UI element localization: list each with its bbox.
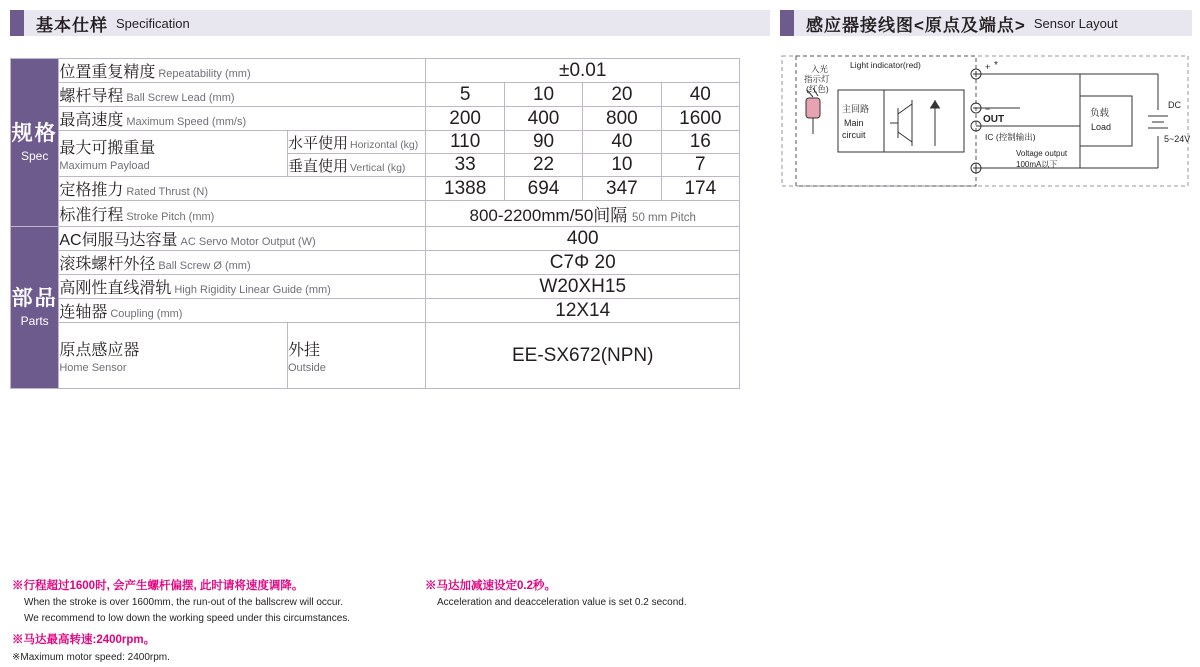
table-row — [11, 275, 740, 299]
label-en: High Rigidity Linear Guide (mm) — [174, 284, 331, 296]
table-row — [11, 131, 740, 154]
wiring-lines — [976, 74, 1168, 168]
value-lead-3: 20 — [583, 83, 661, 107]
label-cn: 高刚性直线滑轨 — [59, 280, 172, 297]
accent-bar — [10, 10, 24, 36]
value-payload-h-2: 90 — [504, 131, 582, 154]
main-circuit-en-1: Main — [844, 118, 864, 128]
table-row — [11, 323, 740, 389]
transistor-symbol-icon — [890, 100, 940, 146]
sensor-header-en: Sensor Layout — [1033, 15, 1118, 31]
value-lead-2: 10 — [504, 83, 582, 107]
footnote-text-1: When the stroke is over 1600mm, the run-out of the ballscrew will occur. — [24, 597, 344, 609]
label-en: AC Servo Motor Output (W) — [180, 236, 316, 248]
row-label-payload-vertical — [287, 154, 425, 177]
value-speed-1: 200 — [426, 107, 504, 131]
specification-header — [10, 10, 770, 36]
row-label-stroke — [59, 201, 426, 227]
footnote-red-2: ※马达最高转速:2400rpm。 — [12, 634, 156, 647]
spec-header-en: Specification — [116, 15, 190, 31]
main-circuit-cn: 主回路 — [842, 104, 870, 114]
label-cn: 定格推力 — [59, 182, 124, 199]
main-circuit-en-2: circuit — [842, 130, 866, 140]
value-stroke — [426, 201, 740, 227]
table-row — [11, 83, 740, 107]
label-cn: 连轴器 — [59, 304, 108, 321]
label-en: Repeatability (mm) — [158, 68, 251, 80]
light-indicator-cn-3: (红色) — [806, 84, 829, 94]
sublabel-en: Vertical (kg) — [350, 161, 406, 174]
row-label-speed — [59, 107, 426, 131]
row-label-home-sensor — [59, 323, 288, 389]
table-row — [11, 107, 740, 131]
table-row — [11, 177, 740, 201]
label-en: Home Sensor — [59, 362, 127, 374]
star-label: * — [994, 60, 998, 71]
row-label-repeatability — [59, 59, 426, 83]
row-label-lead — [59, 83, 426, 107]
value-stroke-main: 800-2200mm/50间隔 — [469, 206, 628, 225]
sublabel-en: Outside — [287, 362, 326, 374]
label-en: Stroke Pitch (mm) — [126, 211, 215, 223]
row-label-home-sensor-mount — [287, 323, 425, 389]
label-cn: 最高速度 — [59, 112, 124, 129]
sensor-header-cn: 感应器接线图<原点及端点> — [806, 15, 1026, 35]
label-en: Ball Screw Ø (mm) — [158, 260, 251, 272]
table-row — [11, 201, 740, 227]
sublabel-cn: 垂直使用 — [287, 157, 348, 175]
dc-range-label: 5~24V — [1164, 134, 1190, 144]
value-payload-h-4: 16 — [661, 131, 739, 154]
spec-header-cn: 基本仕样 — [36, 15, 108, 35]
table-row — [11, 59, 740, 83]
label-cn: 最大可搬重量 — [59, 140, 156, 157]
specification-table — [10, 58, 740, 389]
load-label-en: Load — [1091, 122, 1112, 132]
sensor-wiring-diagram — [780, 50, 1190, 210]
row-label-screw — [59, 251, 426, 275]
dc-label: DC — [1168, 100, 1181, 110]
row-label-thrust — [59, 177, 426, 201]
value-thrust-1: 1388 — [426, 177, 504, 201]
table-row — [11, 251, 740, 275]
row-label-motor — [59, 227, 426, 251]
row-label-payload-horizontal — [287, 131, 425, 154]
value-screw: C7Φ 20 — [426, 251, 740, 275]
side-group-spec-en: Spec — [20, 149, 49, 164]
value-payload-h-3: 40 — [583, 131, 661, 154]
footnote-text-3: ※Maximum motor speed: 2400rpm. — [12, 651, 170, 663]
accent-bar — [780, 10, 794, 36]
label-en: Maximum Payload — [59, 160, 150, 172]
sublabel-cn: 水平使用 — [287, 134, 348, 152]
side-group-spec — [11, 59, 59, 227]
light-indicator-en: Light indicator(red) — [850, 60, 921, 70]
value-home-sensor: EE-SX672(NPN) — [426, 323, 740, 389]
value-guide: W20XH15 — [426, 275, 740, 299]
sublabel-cn: 外挂 — [287, 342, 320, 359]
light-indicator-cn-2: 指示灯 — [804, 74, 830, 84]
value-stroke-note: 50 mm Pitch — [632, 212, 696, 224]
footnote-red-1: ※行程超过1600时, 会产生螺杆偏摆, 此时请将速度调降。 — [12, 580, 304, 592]
output-stage-box — [884, 90, 964, 152]
voltage-output-label-1: Voltage output — [1016, 149, 1068, 158]
footnote-text-4: Acceleration and deacceleration value is set 0.2 second. — [437, 597, 687, 609]
value-payload-v-2: 22 — [504, 154, 582, 177]
label-en: Coupling (mm) — [110, 308, 183, 320]
value-thrust-3: 347 — [583, 177, 661, 201]
label-cn: 滚珠螺杆外径 — [59, 256, 156, 273]
value-speed-4: 1600 — [661, 107, 739, 131]
value-thrust-2: 694 — [504, 177, 582, 201]
table-row — [11, 299, 740, 323]
header-strip — [24, 10, 770, 36]
row-label-payload — [59, 131, 288, 177]
load-label-cn: 负载 — [1090, 108, 1110, 119]
side-group-parts-en: Parts — [20, 314, 49, 329]
side-group-parts — [11, 227, 59, 389]
footnote-red-3: ※马达加减速设定0.2秒。 — [425, 580, 556, 592]
led-indicator-icon — [806, 88, 820, 134]
load-box — [1080, 96, 1132, 146]
value-speed-3: 800 — [583, 107, 661, 131]
value-speed-2: 400 — [504, 107, 582, 131]
label-cn: 标准行程 — [59, 207, 124, 224]
label-en: Maximum Speed (mm/s) — [126, 116, 247, 128]
value-motor: 400 — [426, 227, 740, 251]
side-group-spec-cn: 规格 — [11, 121, 58, 145]
footnotes-column-2 — [425, 578, 775, 611]
value-lead-4: 40 — [661, 83, 739, 107]
plus-terminal-label: + — [985, 62, 991, 72]
out-terminal-label: OUT — [983, 114, 1005, 125]
label-cn: 位置重复精度 — [59, 64, 156, 81]
value-repeatability: ±0.01 — [426, 59, 740, 83]
value-thrust-4: 174 — [661, 177, 739, 201]
label-cn: AC伺服马达容量 — [59, 232, 178, 249]
label-cn: 螺杆导程 — [59, 88, 124, 105]
value-payload-v-1: 33 — [426, 154, 504, 177]
table-row — [11, 227, 740, 251]
sublabel-en: Horizontal (kg) — [350, 138, 419, 151]
value-payload-v-4: 7 — [661, 154, 739, 177]
row-label-coupling — [59, 299, 426, 323]
row-label-guide — [59, 275, 426, 299]
voltage-output-label-2: 100mA以下 — [1016, 160, 1058, 169]
value-payload-v-3: 10 — [583, 154, 661, 177]
minus-terminal-label: − — [985, 104, 991, 114]
light-indicator-cn-1: 入光 — [811, 64, 829, 74]
ic-label: IC (控制输出) — [985, 132, 1036, 142]
footnote-text-2: We recommend to low down the working speed under this circumstances. — [24, 612, 351, 624]
value-lead-1: 5 — [426, 83, 504, 107]
label-en: Ball Screw Lead (mm) — [126, 92, 235, 104]
label-en: Rated Thrust (N) — [126, 186, 209, 198]
header-strip — [794, 10, 1192, 36]
side-group-parts-cn: 部品 — [11, 286, 58, 310]
value-payload-h-1: 110 — [426, 131, 504, 154]
sensor-layout-header — [780, 10, 1192, 36]
value-coupling: 12X14 — [426, 299, 740, 323]
label-cn: 原点感应器 — [59, 342, 140, 359]
